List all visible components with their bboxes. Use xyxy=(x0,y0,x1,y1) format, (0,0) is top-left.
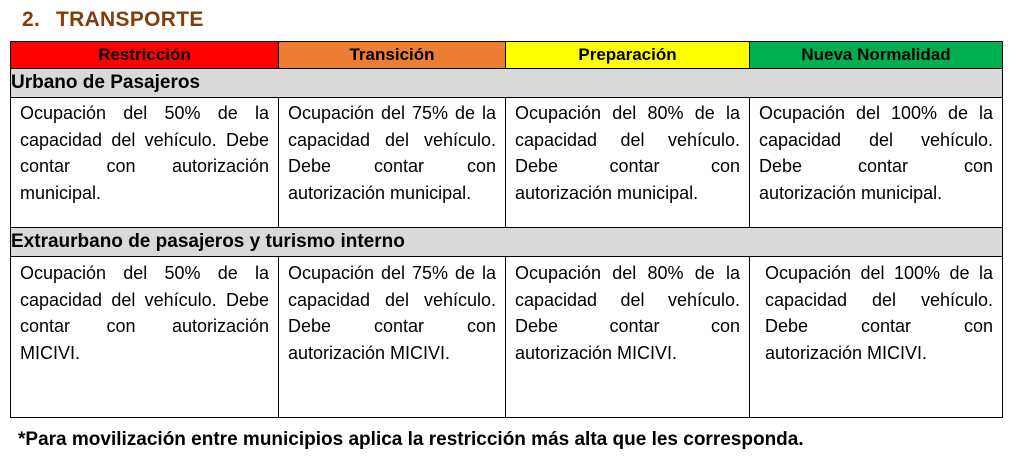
section-title: TRANSPORTE xyxy=(56,8,204,31)
rule-cell-urbano-preparacion xyxy=(506,98,750,228)
phase-header-preparacion: Preparación xyxy=(506,42,750,69)
rule-text: Ocupación del 50% de la capacidad del vehículo. Debe contar con autorización municipal. xyxy=(20,103,269,203)
phase-header-restriccion: Restricción xyxy=(11,42,279,69)
footnote: *Para movilización entre municipios aplica la restricción más alta que les corresponda. xyxy=(18,429,804,450)
rule-cell-extraurbano-transicion xyxy=(279,257,506,418)
section-heading xyxy=(22,8,204,32)
category-title-extraurbano: Extraurbano de pasajeros y turismo interno xyxy=(11,228,1003,257)
transport-phase-table xyxy=(10,41,1003,418)
category-row-extraurbano xyxy=(11,228,1003,257)
phase-header-transicion: Transición xyxy=(279,42,506,69)
rule-cell-extraurbano-nueva-normalidad xyxy=(750,257,1003,418)
rule-text: Ocupación del 80% de la capacidad del vehículo. Debe contar con autorización MICIVI. xyxy=(515,263,740,363)
category-row-urbano xyxy=(11,69,1003,98)
rule-cell-urbano-nueva-normalidad xyxy=(750,98,1003,228)
rule-text: Ocupación del 100% de la capacidad del vehículo. Debe contar con autorización municipal. xyxy=(759,103,993,203)
section-number: 2. xyxy=(22,8,41,31)
rule-text: Ocupación del 50% de la capacidad del vehículo. Debe contar con autorización MICIVI. xyxy=(20,263,269,363)
category-title-urbano: Urbano de Pasajeros xyxy=(11,69,1003,98)
rule-text: Ocupación del 75% de la capacidad del vehículo. Debe contar con autorización MICIVI. xyxy=(288,263,496,363)
rules-row-extraurbano xyxy=(11,257,1003,418)
rule-cell-extraurbano-preparacion xyxy=(506,257,750,418)
rule-cell-urbano-restriccion xyxy=(11,98,279,228)
rule-text: Ocupación del 80% de la capacidad del vehículo. Debe contar con autorización municipal. xyxy=(515,103,740,203)
phase-header-nueva-normalidad: Nueva Normalidad xyxy=(750,42,1003,69)
rule-cell-extraurbano-restriccion xyxy=(11,257,279,418)
rules-row-urbano xyxy=(11,98,1003,228)
phase-header-row xyxy=(11,42,1003,69)
rule-text: Ocupación del 100% de la capacidad del vehículo. Debe contar con autorización MICIVI. xyxy=(765,263,993,363)
rule-cell-urbano-transicion xyxy=(279,98,506,228)
rule-text: Ocupación del 75% de la capacidad del vehículo. Debe contar con autorización municipal. xyxy=(288,103,496,203)
